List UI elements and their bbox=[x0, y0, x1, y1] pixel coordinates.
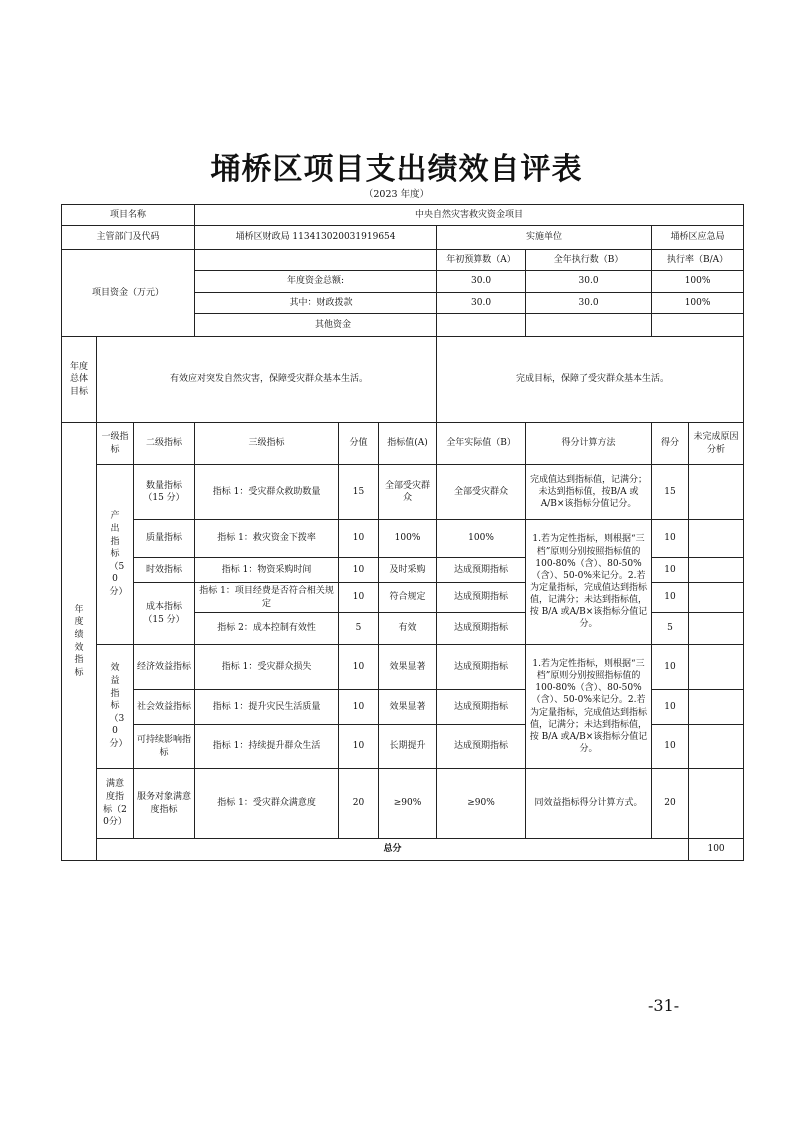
table-row bbox=[62, 205, 744, 226]
output-label: 产出指标（50分） bbox=[97, 465, 134, 645]
indicator-target: 及时采购 bbox=[379, 558, 437, 583]
funds-row-a bbox=[437, 314, 526, 337]
indicator-score: 10 bbox=[339, 520, 379, 558]
indicator-got: 5 bbox=[652, 613, 689, 645]
indicator-score: 5 bbox=[339, 613, 379, 645]
funds-row-label: 其他资金 bbox=[195, 314, 437, 337]
indicator-target: 100% bbox=[379, 520, 437, 558]
header-got: 得分 bbox=[652, 423, 689, 465]
indicator-name: 指标 1：受灾群众救助数量 bbox=[195, 465, 339, 520]
header-lvl3: 三级指标 bbox=[195, 423, 339, 465]
header-score: 分值 bbox=[339, 423, 379, 465]
indicator-actual: 达成预期指标 bbox=[437, 583, 526, 613]
funds-row-a: 30.0 bbox=[437, 293, 526, 314]
indicator-target: 效果显著 bbox=[379, 690, 437, 725]
indicator-name: 指标 2：成本控制有效性 bbox=[195, 613, 339, 645]
indicator-reason bbox=[689, 558, 744, 583]
indicator-score: 10 bbox=[339, 690, 379, 725]
indicator-name: 指标 1：提升灾民生活质量 bbox=[195, 690, 339, 725]
project-name-label: 项目名称 bbox=[62, 205, 195, 226]
impl-label: 实施单位 bbox=[437, 226, 652, 250]
goal-completed: 完成目标，保障了受灾群众基本生活。 bbox=[437, 337, 744, 423]
funds-row-rate bbox=[652, 314, 744, 337]
funds-blank bbox=[195, 250, 437, 271]
funds-row-a: 30.0 bbox=[437, 271, 526, 293]
indicator-score: 15 bbox=[339, 465, 379, 520]
table-row bbox=[62, 337, 744, 423]
header-lvl1: 一级指标 bbox=[97, 423, 134, 465]
indicator-score: 10 bbox=[339, 645, 379, 690]
indicator-actual: 全部受灾群众 bbox=[437, 465, 526, 520]
indicator-name: 指标 1：受灾群众损失 bbox=[195, 645, 339, 690]
indicator-got: 10 bbox=[652, 725, 689, 769]
indicator-actual: 达成预期指标 bbox=[437, 725, 526, 769]
indicator-got: 15 bbox=[652, 465, 689, 520]
funds-row-b: 30.0 bbox=[526, 293, 652, 314]
page-number: -31- bbox=[648, 996, 680, 1015]
indicator-actual: 达成预期指标 bbox=[437, 690, 526, 725]
econ-label: 经济效益指标 bbox=[134, 645, 195, 690]
col-rate: 执行率（B/A） bbox=[652, 250, 744, 271]
indicator-actual: 达成预期指标 bbox=[437, 613, 526, 645]
header-actual: 全年实际值（B） bbox=[437, 423, 526, 465]
method-satisfaction: 同效益指标得分计算方式。 bbox=[526, 769, 652, 839]
indicator-got: 10 bbox=[652, 558, 689, 583]
col-budget: 年初预算数（A） bbox=[437, 250, 526, 271]
indicators-section-label: 年度绩效指标 bbox=[62, 423, 97, 861]
indicator-actual: 100% bbox=[437, 520, 526, 558]
dept-value: 埇桥区财政局 113413020031919654 bbox=[195, 226, 437, 250]
goal-planned: 有效应对突发自然灾害，保障受灾群众基本生活。 bbox=[97, 337, 437, 423]
indicator-score: 10 bbox=[339, 558, 379, 583]
indicator-score: 10 bbox=[339, 583, 379, 613]
indicator-got: 10 bbox=[652, 520, 689, 558]
indicator-reason bbox=[689, 645, 744, 690]
indicator-reason bbox=[689, 520, 744, 558]
total-score: 100 bbox=[689, 839, 744, 861]
project-name-value: 中央自然灾害救灾资金项目 bbox=[195, 205, 744, 226]
indicator-target: 长期提升 bbox=[379, 725, 437, 769]
indicator-name: 指标 1：项目经费是否符合相关规定 bbox=[195, 583, 339, 613]
table-row bbox=[62, 769, 744, 839]
funds-row-rate: 100% bbox=[652, 293, 744, 314]
indicator-name: 指标 1：持续提升群众生活 bbox=[195, 725, 339, 769]
goal-label: 年度总体目标 bbox=[62, 337, 97, 423]
indicator-name: 指标 1：受灾群众满意度 bbox=[195, 769, 339, 839]
indicator-reason bbox=[689, 465, 744, 520]
indicator-reason bbox=[689, 725, 744, 769]
table-row bbox=[62, 520, 744, 558]
funds-row-b bbox=[526, 314, 652, 337]
indicator-got: 20 bbox=[652, 769, 689, 839]
table-row bbox=[62, 250, 744, 271]
header-reason: 未完成原因分析 bbox=[689, 423, 744, 465]
funds-row-rate: 100% bbox=[652, 271, 744, 293]
table-row bbox=[62, 839, 744, 861]
indicator-score: 10 bbox=[339, 725, 379, 769]
funds-label: 项目资金（万元） bbox=[62, 250, 195, 337]
indicator-name: 指标 1：物资采购时间 bbox=[195, 558, 339, 583]
quality-label: 质量指标 bbox=[134, 520, 195, 558]
funds-row-label: 其中：财政拨款 bbox=[195, 293, 437, 314]
satisfaction-label: 满意度指标（20分） bbox=[97, 769, 134, 839]
performance-table bbox=[61, 204, 744, 861]
indicator-target: 有效 bbox=[379, 613, 437, 645]
method-output: 1.若为定性指标，则根据“三档”原则分别按照指标值的 100-80%（含）、80-50%（含）、50-0%来记分。2.若为定量指标，完成值达到指标值，记满分；未达到指标值，按 B/A 或A/B×该指标分值记分。 bbox=[526, 520, 652, 645]
indicator-score: 20 bbox=[339, 769, 379, 839]
indicator-target: ≥90% bbox=[379, 769, 437, 839]
indicator-got: 10 bbox=[652, 583, 689, 613]
header-method: 得分计算方法 bbox=[526, 423, 652, 465]
indicator-reason bbox=[689, 613, 744, 645]
sustain-label: 可持续影响指标 bbox=[134, 725, 195, 769]
method-quantity: 完成值达到指标值，记满分；未达到指标值，按B/A 或 A/B×该指标分值记分。 bbox=[526, 465, 652, 520]
header-target: 指标值(A) bbox=[379, 423, 437, 465]
funds-row-b: 30.0 bbox=[526, 271, 652, 293]
indicator-actual: ≥90% bbox=[437, 769, 526, 839]
indicator-reason bbox=[689, 690, 744, 725]
indicator-target: 全部受灾群众 bbox=[379, 465, 437, 520]
funds-row-label: 年度资金总额: bbox=[195, 271, 437, 293]
header-lvl2: 二级指标 bbox=[134, 423, 195, 465]
indicator-actual: 达成预期指标 bbox=[437, 558, 526, 583]
method-benefit: 1.若为定性指标，则根据“三档”原则分别按照指标值的 100-80%（含）、80-50%（含）、50-0%来记分。2.若为定量指标，完成值达到指标值，记满分；未达到指标值，按 B/A 或A/B×该指标分值记分。 bbox=[526, 645, 652, 769]
indicator-reason bbox=[689, 583, 744, 613]
service-label: 服务对象满意度指标 bbox=[134, 769, 195, 839]
benefit-label: 效益指标（30分） bbox=[97, 645, 134, 769]
table-row bbox=[62, 423, 744, 465]
indicator-actual: 达成预期指标 bbox=[437, 645, 526, 690]
indicator-target: 效果显著 bbox=[379, 645, 437, 690]
col-exec: 全年执行数（B） bbox=[526, 250, 652, 271]
table-row bbox=[62, 645, 744, 690]
page-title: 埇桥区项目支出绩效自评表 bbox=[210, 152, 583, 187]
indicator-target: 符合规定 bbox=[379, 583, 437, 613]
table-row bbox=[62, 226, 744, 250]
total-label: 总分 bbox=[97, 839, 689, 861]
indicator-reason bbox=[689, 769, 744, 839]
impl-value: 埇桥区应急局 bbox=[652, 226, 744, 250]
indicator-got: 10 bbox=[652, 645, 689, 690]
indicator-got: 10 bbox=[652, 690, 689, 725]
indicator-name: 指标 1：救灾资金下拨率 bbox=[195, 520, 339, 558]
quantity-label: 数量指标（15 分） bbox=[134, 465, 195, 520]
year-label: （2023 年度） bbox=[363, 189, 430, 200]
table-row bbox=[62, 465, 744, 520]
social-label: 社会效益指标 bbox=[134, 690, 195, 725]
dept-label: 主管部门及代码 bbox=[62, 226, 195, 250]
timeliness-label: 时效指标 bbox=[134, 558, 195, 583]
cost-label: 成本指标（15 分） bbox=[134, 583, 195, 645]
